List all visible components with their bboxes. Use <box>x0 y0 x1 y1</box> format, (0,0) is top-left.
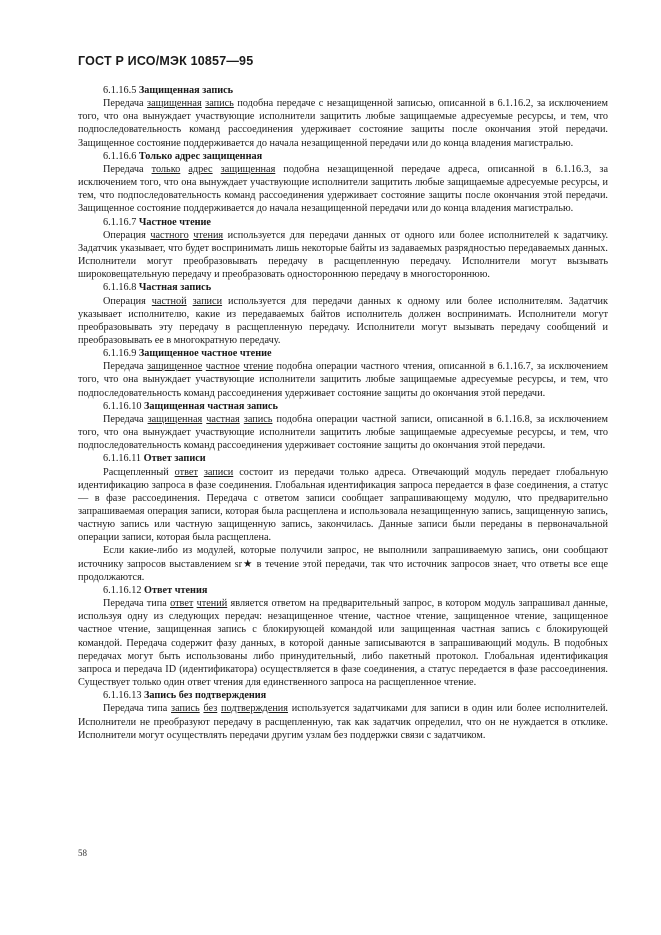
section-paragraph: Передача защищенная частная запись подобна операции частной записи, описанной в 6.1.16.8, за исключением того, что она вынуждает участвующие исполнители защитить любые защищаемые адресуемые ресурсы, и тем, что подпоследовательность команд рассоединения удерживает состояние защиты до окончания этой передачи. <box>78 413 609 452</box>
underlined-term: запись <box>243 413 273 425</box>
section-paragraph: Операция частного чтения используется для передачи данных от одного или более исполнителей к задатчику. Задатчик указывает, что будет воспринимать лишь некоторые байты из задаваемых разрядностью передаваемых данных. Исполнители могут преобразовывать передачу в расщепленную передачу. Исполнители могут вызывать широковещательную передачу и преобразовать одностороннюю передачу в многостороннюю. <box>78 229 609 281</box>
underlined-term: частного <box>150 229 189 241</box>
section-paragraph: Передача только адрес защищенная подобна незащищенной передаче адреса, описанной в 6.1.16.3, за исключением того, что она вынуждает участвующие исполнители защитить любые защищаемые адресуемые ресурсы, и тем, что подпоследовательность команд рассоединения удерживает состояние защиты после окончания этой передачи. Защищенное состояние поддерживается до начала незащищенной передачи или до конца владения магистралью. <box>78 163 608 215</box>
underlined-term: частная <box>206 413 240 425</box>
section-title: Ответ записи <box>143 453 206 465</box>
underlined-term: адрес <box>188 163 213 175</box>
underlined-term: защищенное <box>147 361 203 373</box>
underlined-term: только <box>151 163 181 175</box>
section-number: 6.1.16.10 <box>103 400 144 412</box>
underlined-term: подтверждения <box>221 703 289 715</box>
section-paragraph: Передача типа запись без подтверждения используется задатчиками для записи в один или более исполнителей. Исполнители не преобразуют передачу в расщепленную, так как задатчик определил, что он не нуждается в отклике. Исполнители могут осуществлять передачи другим узлам без поддержки связи с задатчиком. <box>78 703 608 741</box>
section-paragraph: Операция частной записи используется для передачи данных к одному или более исполнителям. Задатчик указывает исполнителю, какие из передаваемых байтов исполнитель должен воспринимать. Исполнители могут преобразовывать эту передачу в расщепленную передачу. Исполнители могут вызывать передачу сообщений и преобразовывать ее в многократную передачу. <box>78 295 609 346</box>
section-paragraph: Расщепленный ответ записи состоит из передачи только адреса. Отвечающий модуль передает глобальную идентификацию запроса в фазе соединения. Глобальная идентификация запроса передается в фазе соединения, а статус — в фазе рассоединения. Передача с ответом записи сообщает запрашивающему модулю, что предварительно запрашиваемая операция записи, которая была расщеплена и использовала незащищенную запись, защищенную запись, частную запись или частную защищенную запись, закончилась. Данные записи были переданы в первоначальной операции записи, которая была расщеплена. <box>78 466 608 544</box>
underlined-term: частное <box>205 361 240 373</box>
section-title: Защищенное частное чтение <box>138 348 272 360</box>
section-number: 6.1.16.8 <box>103 282 139 294</box>
underlined-term: защищенная <box>147 98 202 110</box>
section-number: 6.1.16.9 <box>103 348 139 360</box>
section-title: Только адрес защищенная <box>138 150 263 162</box>
section-heading <box>78 584 608 597</box>
section-heading <box>78 689 608 702</box>
underlined-term: ответ <box>170 598 194 610</box>
underlined-term: чтений <box>196 598 228 610</box>
section-title: Защищенная частная запись <box>144 400 278 412</box>
document-body <box>78 84 608 742</box>
section-title: Запись без подтверждения <box>144 690 267 702</box>
section-title: Защищенная запись <box>138 85 234 96</box>
section-title: Частная запись <box>138 282 212 294</box>
section-number: 6.1.16.12 <box>103 584 144 596</box>
section-heading <box>78 452 608 465</box>
underlined-term: запись <box>205 98 234 110</box>
section-title: Частное чтение <box>138 216 211 228</box>
underlined-term: записи <box>203 466 234 478</box>
section-heading <box>78 84 608 97</box>
section-paragraph: Если какие-либо из модулей, которые получили запрос, не выполнили запрашиваемую запись, они сообщают источнику запросов выставлением sr★ в течение этой передачи, так что источник запросов знает, что ответы все еще продолжаются. <box>78 545 608 583</box>
section-number: 6.1.16.5 <box>103 85 139 96</box>
section-heading <box>78 150 608 163</box>
section-paragraph: Передача защищенное частное чтение подобна операции частного чтения, описанной в 6.1.16.7, за исключением того, что она вынуждает участвующие исполнители защитить любые защищаемые адресуемые ресурсы, и тем, что подпоследовательность команд рассоединения удерживает состояние защиты до окончания этой передачи. <box>78 361 608 399</box>
section-heading <box>78 400 608 413</box>
section-number: 6.1.16.6 <box>103 150 139 162</box>
underlined-term: записи <box>192 295 223 307</box>
underlined-term: частной <box>151 295 187 307</box>
underlined-term: ответ <box>174 466 198 478</box>
section-heading <box>78 347 608 360</box>
section-paragraph: Передача защищенная запись подобна передаче с незащищенной записью, описанной в 6.1.16.2, за исключением того, что она вынуждает участвующие исполнители защитить любые защищаемые адресуемые ресурсы, и тем, что подпоследовательность команд рассоединения удерживает состояние защиты после окончания этой передачи. Защищенное состояние поддерживается до начала незащищенной передачи или до конца владения магистралью. <box>78 98 609 149</box>
underlined-term: чтение <box>243 361 274 373</box>
page-number: 58 <box>78 848 87 858</box>
section-paragraph: Передача типа ответ чтений является ответом на предварительный запрос, в котором модуль запрашивал данные, используя одну из следующих передач: незащищенное чтение, частное чтение, защищенное чтение, защищенное частное чтение, защищенная запись с блокирующей командой или защищенная частная запись с блокирующей командой. Передача содержит фазу данных, в которой данные записываются в запрашивающий модуль. В подобных передачах могут быть использованы либо принудительный, либо пакетный протокол. Глобальная идентификация запроса и передача ID (идентификатора) осуществляется в фазе соединения, а статус передается в фазе рассоединения. Существует только один ответ чтения для единственного запроса на расщепленное чтение. <box>78 598 608 689</box>
page-header-title: ГОСТ Р ИСО/МЭК 10857—95 <box>78 54 254 68</box>
section-number: 6.1.16.13 <box>103 690 144 702</box>
underlined-term: чтения <box>193 229 224 241</box>
section-heading <box>78 216 608 229</box>
section-number: 6.1.16.11 <box>103 453 144 465</box>
underlined-term: защищенная <box>220 163 276 175</box>
underlined-term: без <box>203 703 218 715</box>
section-title: Ответ чтения <box>144 584 208 596</box>
section-heading <box>78 281 608 294</box>
section-number: 6.1.16.7 <box>103 216 139 228</box>
underlined-term: запись <box>171 703 200 715</box>
underlined-term: защищенная <box>147 413 203 425</box>
